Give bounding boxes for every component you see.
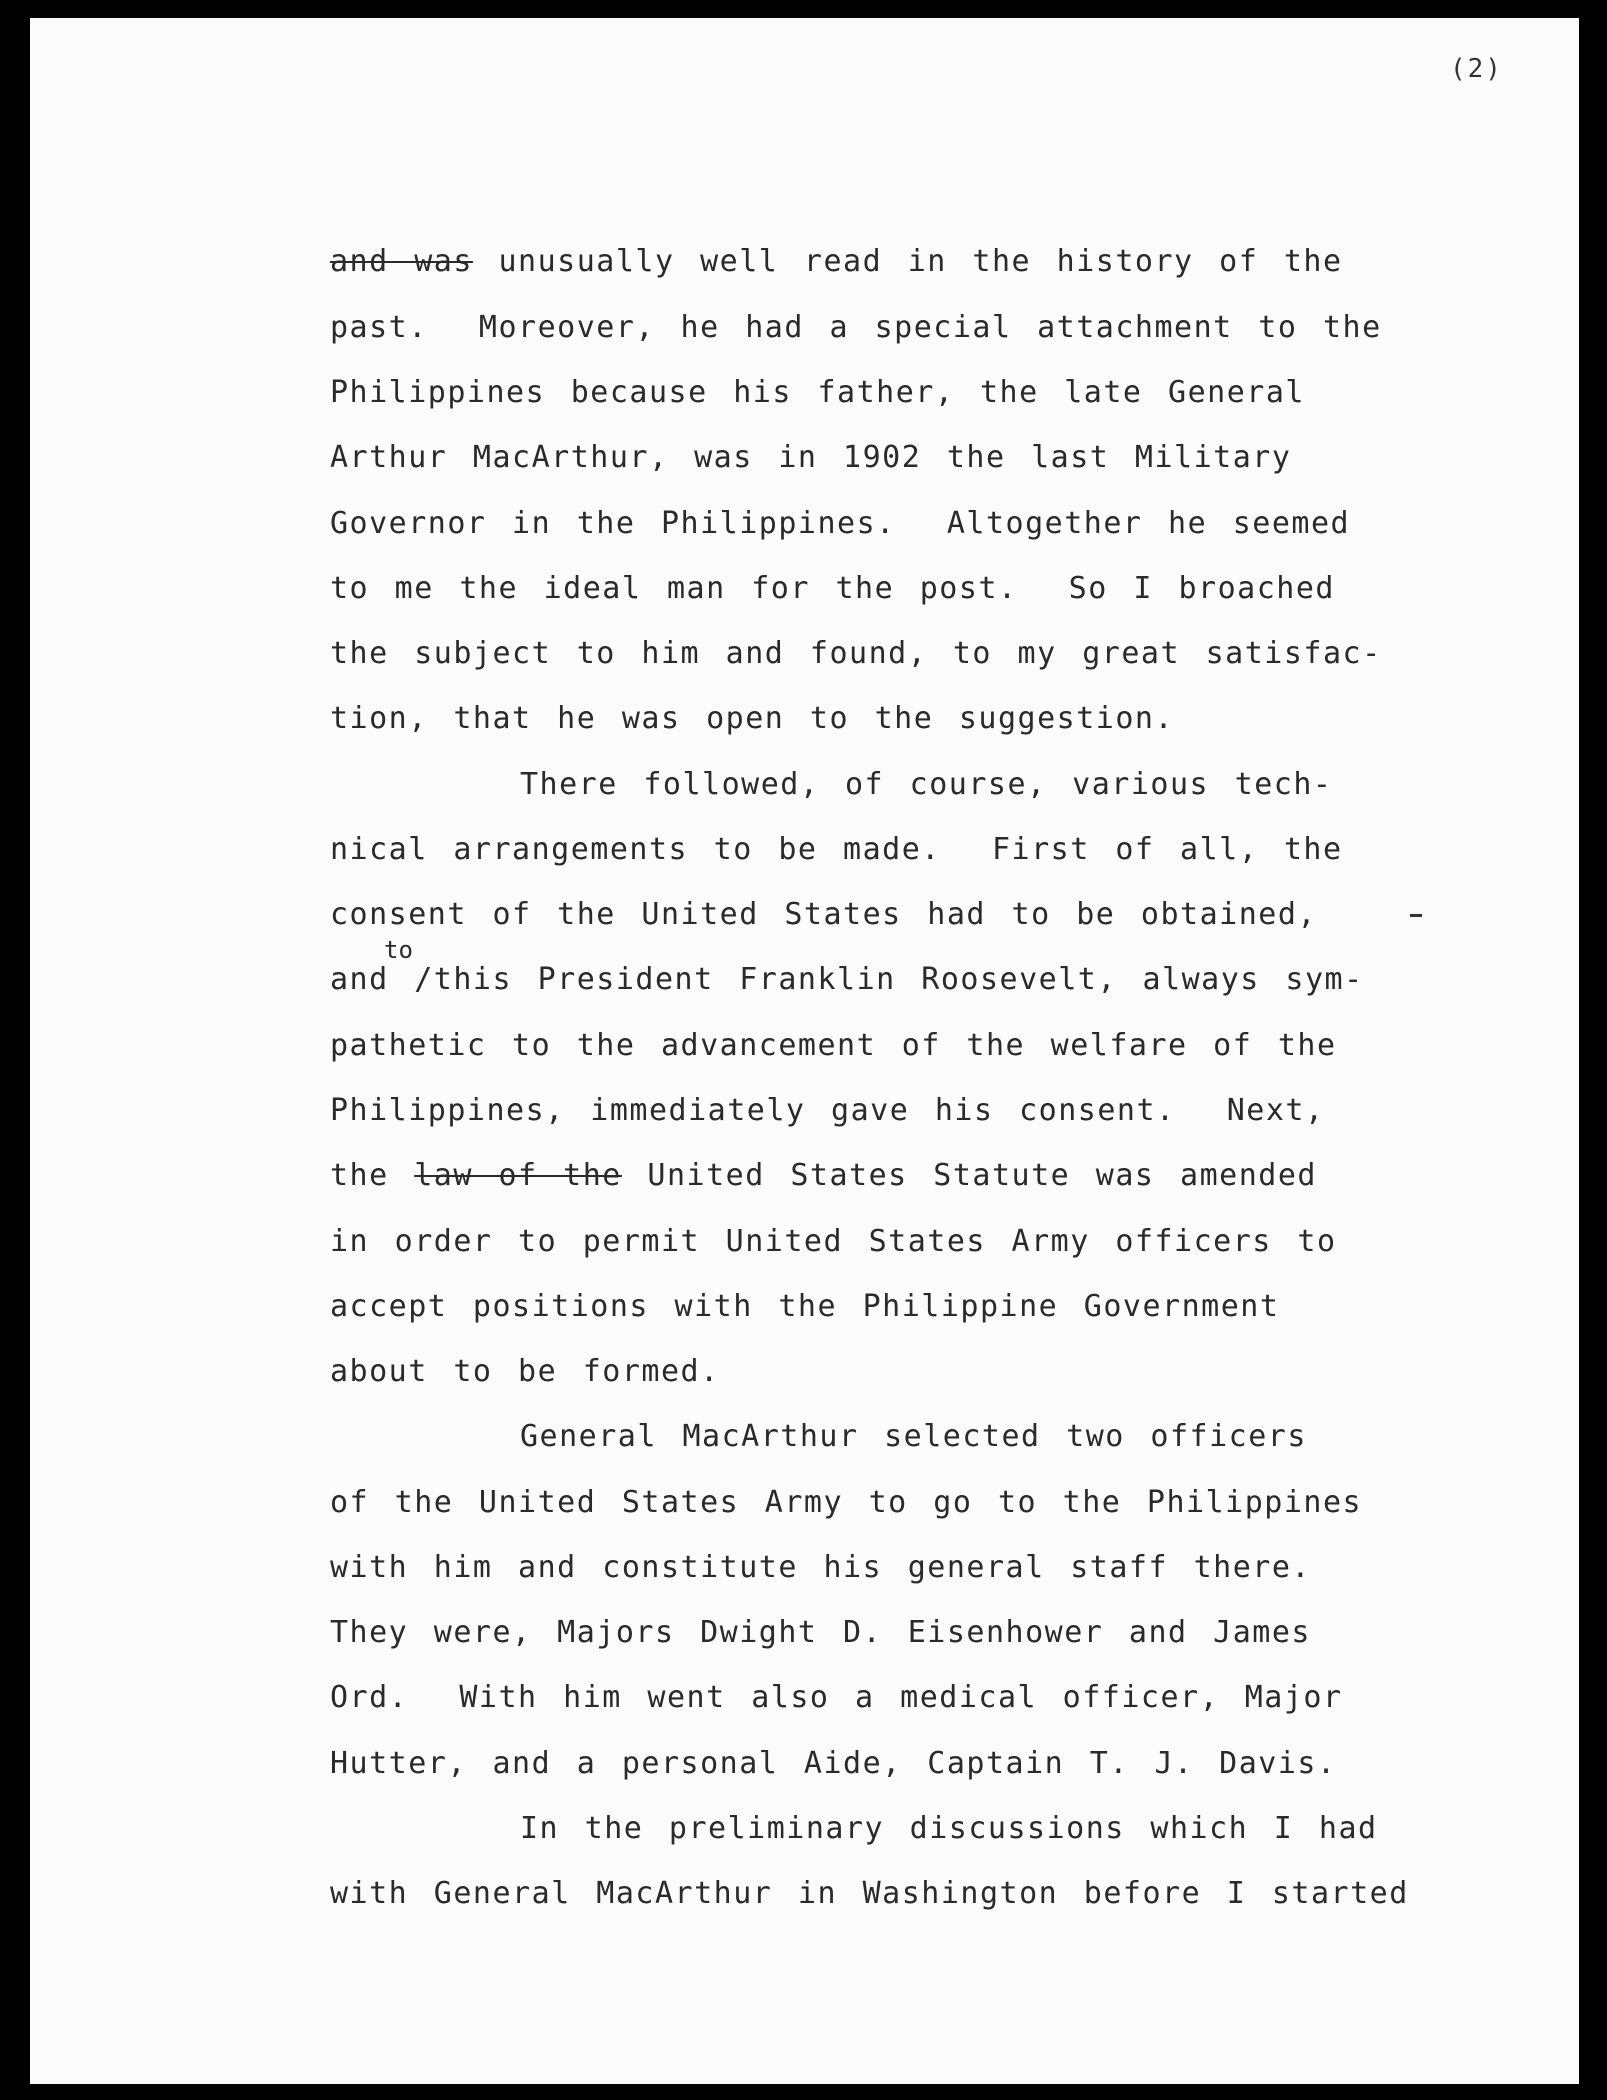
text-line: Arthur MacArthur, was in 1902 the last Military [330,440,1292,475]
struck-text: and was [330,244,473,279]
text-line: with him and constitute his general staff there. [330,1550,1311,1585]
text-line: They were, Majors Dwight D. Eisenhower and James [330,1615,1311,1650]
text-line: Ord. With him went also a medical officer, Major [330,1680,1343,1715]
text-line: consent of the United States had to be obtained, [330,897,1317,932]
margin-mark [1410,914,1422,917]
page-number: (2) [1450,54,1503,84]
struck-text: law of the [414,1158,622,1193]
text-line: Governor in the Philippines. Altogether he seemed [330,506,1351,541]
text-line: There followed, of course, various tech- [520,767,1333,802]
text-line: Hutter, and a personal Aide, Captain T. J. Davis. [330,1746,1337,1781]
text-line: past. Moreover, he had a special attachment to the [330,310,1382,345]
line-text: the [330,1158,415,1193]
text-line: in order to permit United States Army officers to [330,1224,1337,1259]
document-page [30,18,1579,2084]
text-line: with General MacArthur in Washington before I started [330,1876,1409,1911]
text-line: accept positions with the Philippine Government [330,1289,1280,1324]
text-line: the subject to him and found, to my great satisfac- [330,636,1382,671]
text-line: about to be formed. [330,1354,720,1389]
text-line: In the preliminary discussions which I had [520,1811,1378,1846]
text-line: of the United States Army to go to the Philippines [330,1485,1363,1520]
line-text: unusually well read in the history of the [472,244,1343,279]
text-line: pathetic to the advancement of the welfare of the [330,1028,1337,1063]
line-text: United States Statute was amended [621,1158,1317,1193]
handwritten-insertion: to [384,936,413,964]
text-line: Philippines because his father, the late General [330,375,1305,410]
text-line: tion, that he was open to the suggestion. [330,701,1175,736]
text-line [330,244,1343,280]
text-line: Philippines, immediately gave his consent. Next, [330,1093,1325,1128]
text-line: to me the ideal man for the post. So I broached [330,571,1335,606]
text-line: General MacArthur selected two officers [520,1419,1307,1454]
text-line [330,1158,1317,1194]
text-line: and /this President Franklin Roosevelt, always sym- [330,962,1364,997]
text-line: nical arrangements to be made. First of all, the [330,832,1343,867]
